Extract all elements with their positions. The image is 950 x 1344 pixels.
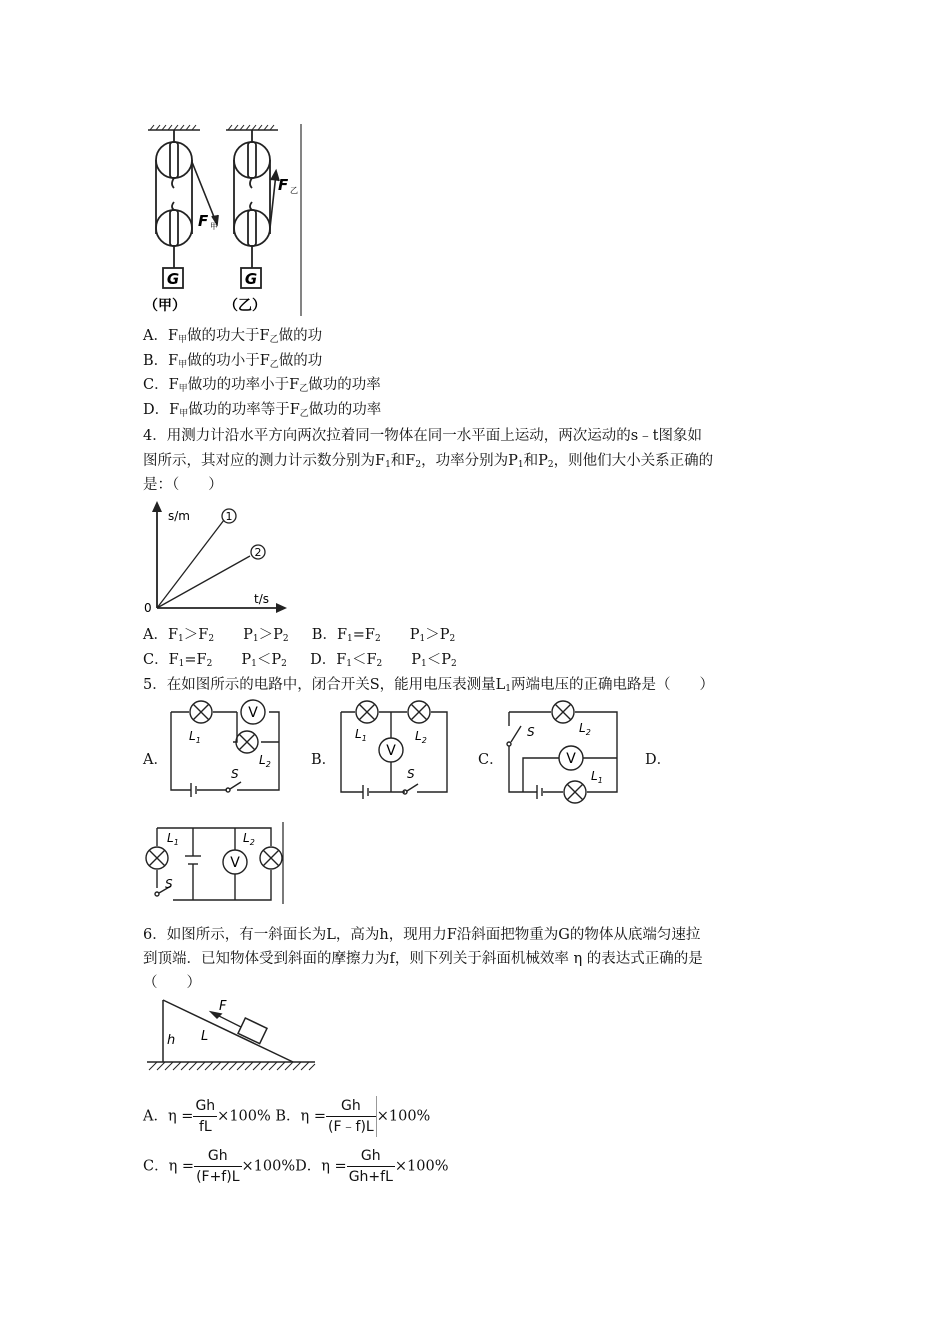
circuit-d-meter: V (230, 855, 240, 871)
force-label-jia-sub: 甲 (210, 222, 218, 231)
fraction-a: $\frac{Gh}{fL}$ (195, 1098, 216, 1135)
caption-jia: （甲） (144, 298, 186, 314)
origin-label: 0 (144, 601, 152, 615)
circuit-a-lamp2: $L_2$ (259, 753, 271, 769)
q5-label-c: C． (478, 752, 504, 768)
q6-stem-line2: 到顶端．已知物体受到斜面的摩擦力为f，则下列关于斜面机械效率 η 的表达式正确的是 (143, 951, 703, 967)
q4-options-row2: C．$F_1=F_2$ $P_1<P_2$ D．$F_1<F_2$ $P_1<P_2$ (143, 652, 457, 669)
circuit-d-lamp1: $L_1$ (167, 831, 179, 847)
caption-yi: （乙） (224, 298, 266, 314)
circuit-b-meter: V (386, 743, 396, 759)
y-axis-label: s/m (168, 509, 190, 523)
q5-label-a: A． (143, 752, 168, 768)
q4-options-row1: A．$F_1>F_2$ $P_1>P_2$ B．$F_1=F_2$ $P_1>P_2$ (143, 627, 456, 644)
length-label: L (201, 1029, 209, 1044)
circuit-a-lamp1: $L_1$ (189, 729, 201, 745)
line1-label: 1 (225, 510, 233, 523)
pulley-figure (142, 122, 304, 318)
circuit-d (143, 822, 287, 906)
incline-figure (143, 996, 319, 1078)
circuit-b-lamp1: $L_1$ (355, 727, 367, 743)
force-label-jia: F (198, 212, 209, 230)
force-label: F (219, 999, 227, 1014)
circuit-b (335, 696, 455, 800)
circuit-d-lamp2: $L_2$ (243, 831, 255, 847)
circuit-a-meter: V (248, 705, 258, 721)
circuit-a-switch: S (231, 767, 239, 781)
circuit-b-switch: S (407, 767, 415, 781)
q4-stem-line1: 4．用测力计沿水平方向两次拉着同一物体在同一水平面上运动，两次运动的s﹣t图象如 (143, 428, 702, 444)
q6-stem-line1: 6．如图所示，有一斜面长为L，高为h，现用力F沿斜面把物重为G的物体从底端匀速拉 (143, 927, 701, 943)
ceiling-yi (226, 125, 278, 130)
height-label: h (167, 1033, 176, 1048)
x-axis-label: t/s (254, 592, 269, 606)
force-label-yi-sub: 乙 (290, 186, 298, 195)
q6-option-a: A．η = $\frac{Gh}{fL}$ ×100% B．η = $\frac{Gh}{(F﹣f)L}$ ×100% (143, 1098, 431, 1135)
fraction-b: $\frac{Gh}{(F﹣f)L}$ (326, 1096, 377, 1137)
q3-option-c: C．$F_甲$做功的功率小于$F_乙$做功的功率 (143, 377, 381, 394)
st-graph (140, 498, 290, 616)
q6-stem-line3: （ ） (143, 975, 201, 991)
q6-option-c: C．η = $\frac{Gh}{(F+f)L}$ ×100%D．η = $\frac{Gh}{Gh+fL}$ ×100% (143, 1148, 449, 1185)
q3-option-a: A．$F_甲$做的功大于$F_乙$做的功 (143, 328, 323, 345)
q3-option-b: B．$F_甲$做的功小于$F_乙$做的功 (143, 353, 323, 370)
q5-label-d: D． (645, 752, 672, 768)
circuit-c (503, 696, 625, 804)
pulley-system-jia (156, 130, 218, 288)
fraction-d: $\frac{Gh}{Gh+fL}$ (348, 1148, 393, 1185)
ceiling-jia (148, 125, 200, 130)
circuit-c-lamp1: $L_1$ (591, 769, 603, 785)
q4-stem-line3: 是：（ ） (143, 477, 223, 493)
q3-option-d: D．$F_甲$做功的功率等于$F_乙$做功的功率 (143, 402, 382, 419)
circuit-d-switch: S (165, 877, 173, 891)
circuit-a (165, 698, 285, 798)
circuit-c-switch: S (527, 725, 535, 739)
circuit-c-lamp2: $L_2$ (579, 721, 591, 737)
circuit-c-meter: V (566, 751, 576, 767)
weight-label-yi: G (244, 270, 258, 288)
pulley-system-yi (234, 130, 279, 288)
circuit-b-lamp2: $L_2$ (415, 729, 427, 745)
weight-label-jia: G (166, 270, 180, 288)
q4-stem-line2: 图所示，其对应的测力计示数分别为$F_1$和$F_2$，功率分别为$P_1$和$P_2$，则他们大小关系正确的 (143, 453, 714, 470)
q5-stem: 5．在如图所示的电路中，闭合开关S，能用电压表测量$L_1$两端电压的正确电路是（ ） (143, 677, 715, 694)
force-label-yi: F (278, 176, 289, 194)
line2-label: 2 (254, 546, 262, 559)
q5-label-b: B． (311, 752, 337, 768)
fraction-c: $\frac{Gh}{(F+f)L}$ (196, 1148, 240, 1185)
